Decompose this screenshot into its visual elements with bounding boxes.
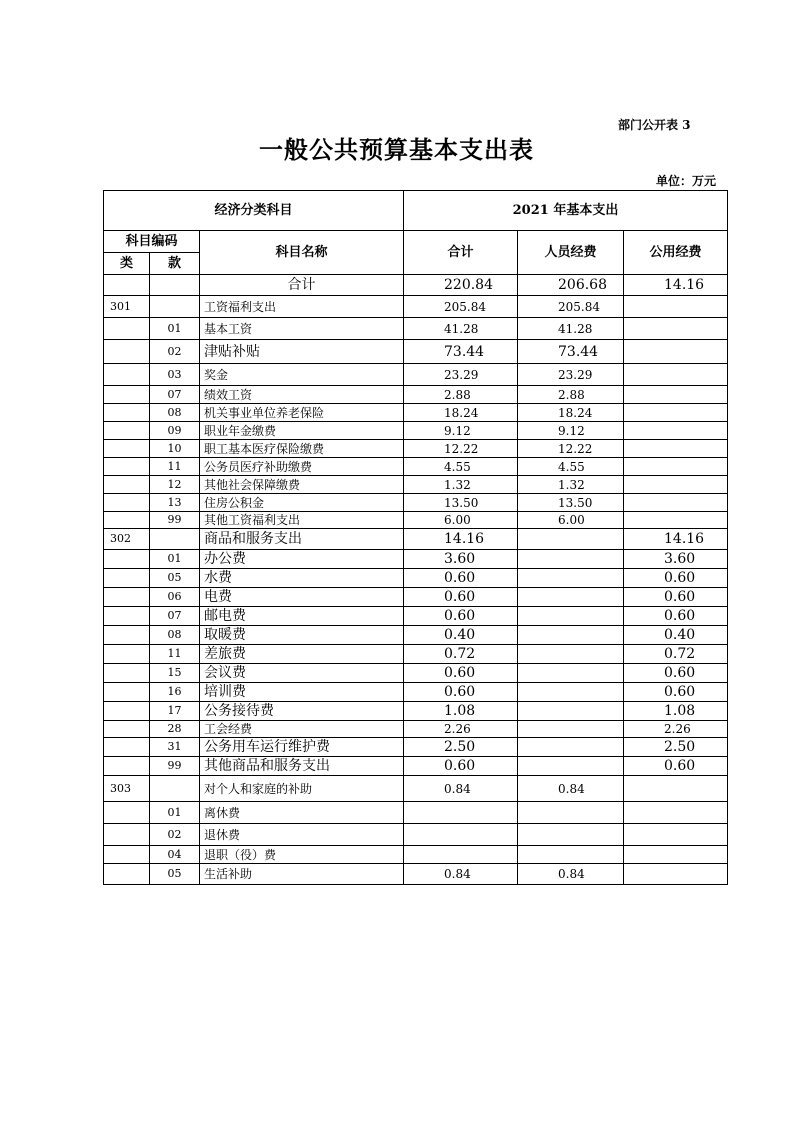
public-cell [624,494,728,512]
subject-name-cell: 培训费 [200,683,404,702]
public-cell: 0.60 [624,569,728,588]
total-cell: 0.60 [404,757,518,776]
total-cell: 0.60 [404,588,518,607]
item-code-cell [150,776,200,802]
public-cell: 0.72 [624,645,728,664]
public-cell [624,512,728,529]
class-code-cell [104,476,150,494]
public-cell [624,318,728,340]
class-code-cell: 302 [104,529,150,550]
item-code-cell: 06 [150,588,200,607]
total-cell: 0.84 [404,864,518,885]
table-row [104,512,728,529]
table-row [104,702,728,721]
class-code-cell [104,458,150,476]
item-code-cell: 02 [150,340,200,364]
total-cell [404,802,518,824]
class-code-cell [104,721,150,738]
total-cell: 1.32 [404,476,518,494]
subject-name-cell: 会议费 [200,664,404,683]
document-code: 部门公开表 3 [618,118,691,132]
subject-name-cell: 差旅费 [200,645,404,664]
table-row [104,864,728,885]
subject-name-cell: 离休费 [200,802,404,824]
item-code-cell: 13 [150,494,200,512]
header-class: 类 [104,253,150,275]
table-row [104,458,728,476]
subject-name-cell: 机关事业单位养老保险 [200,404,404,422]
public-cell [624,864,728,885]
subject-name-cell: 生活补助 [200,864,404,885]
personnel-cell [518,824,624,846]
subject-name-cell: 办公费 [200,550,404,569]
public-cell [624,296,728,318]
subject-name-cell: 基本工资 [200,318,404,340]
table-row [104,824,728,846]
total-cell: 3.60 [404,550,518,569]
class-code-cell [104,702,150,721]
table-row [104,721,728,738]
class-code-cell [104,512,150,529]
public-cell: 0.60 [624,664,728,683]
subject-name-cell: 电费 [200,588,404,607]
item-code-cell: 05 [150,569,200,588]
subject-name-cell: 奖金 [200,364,404,386]
public-cell [624,846,728,864]
item-code-cell: 09 [150,422,200,440]
personnel-cell: 12.22 [518,440,624,458]
total-row-personnel: 206.68 [518,275,624,296]
class-code-cell [104,494,150,512]
total-cell: 0.60 [404,664,518,683]
class-code-cell [104,318,150,340]
subject-name-cell: 对个人和家庭的补助 [200,776,404,802]
total-cell: 2.88 [404,386,518,404]
public-cell [624,476,728,494]
public-cell [624,802,728,824]
item-code-cell [150,529,200,550]
personnel-cell: 9.12 [518,422,624,440]
public-cell [624,824,728,846]
item-code-cell: 99 [150,757,200,776]
item-code-cell: 28 [150,721,200,738]
item-code-cell: 16 [150,683,200,702]
personnel-cell [518,683,624,702]
table-row [104,588,728,607]
personnel-cell [518,645,624,664]
total-cell: 23.29 [404,364,518,386]
item-code-cell: 15 [150,664,200,683]
item-code-cell: 08 [150,626,200,645]
personnel-cell: 73.44 [518,340,624,364]
personnel-cell [518,802,624,824]
public-cell: 3.60 [624,550,728,569]
table-row [104,440,728,458]
total-cell: 0.60 [404,569,518,588]
public-cell: 1.08 [624,702,728,721]
header-year-group: 2021 年基本支出 [404,191,728,231]
item-code-cell: 10 [150,440,200,458]
item-code-cell: 31 [150,738,200,757]
class-code-cell [104,607,150,626]
total-cell: 41.28 [404,318,518,340]
total-cell [404,824,518,846]
total-cell: 0.72 [404,645,518,664]
class-code-cell: 303 [104,776,150,802]
personnel-cell: 18.24 [518,404,624,422]
table-row [104,494,728,512]
table-row [104,386,728,404]
table-row [104,738,728,757]
subject-name-cell: 其他商品和服务支出 [200,757,404,776]
personnel-cell [518,738,624,757]
table-row [104,318,728,340]
header-item: 款 [150,253,200,275]
personnel-cell: 4.55 [518,458,624,476]
total-cell: 1.08 [404,702,518,721]
total-cell: 12.22 [404,440,518,458]
subject-name-cell: 商品和服务支出 [200,529,404,550]
table-row [104,340,728,364]
item-code-cell: 03 [150,364,200,386]
personnel-cell [518,757,624,776]
table-row [104,776,728,802]
total-item-cell [150,275,200,296]
item-code-cell: 01 [150,802,200,824]
item-code-cell: 01 [150,318,200,340]
personnel-cell: 0.84 [518,776,624,802]
public-cell: 0.60 [624,683,728,702]
personnel-cell [518,721,624,738]
total-row [104,275,728,296]
subject-name-cell: 公务用车运行维护费 [200,738,404,757]
unit-label: 单位：万元 [656,174,717,188]
header-code: 科目编码 [104,231,200,253]
item-code-cell: 08 [150,404,200,422]
class-code-cell [104,846,150,864]
class-code-cell [104,404,150,422]
class-code-cell [104,738,150,757]
subject-name-cell: 职工基本医疗保险缴费 [200,440,404,458]
subject-name-cell: 公务接待费 [200,702,404,721]
header-public: 公用经费 [624,231,728,275]
personnel-cell [518,664,624,683]
subject-name-cell: 邮电费 [200,607,404,626]
public-cell [624,404,728,422]
total-cell: 0.60 [404,683,518,702]
header-personnel: 人员经费 [518,231,624,275]
item-code-cell: 12 [150,476,200,494]
class-code-cell [104,626,150,645]
table-row [104,296,728,318]
table-row [104,802,728,824]
total-cell: 0.60 [404,607,518,626]
public-cell: 0.40 [624,626,728,645]
total-cell: 9.12 [404,422,518,440]
subject-name-cell: 工资福利支出 [200,296,404,318]
total-cell [404,846,518,864]
subject-name-cell: 绩效工资 [200,386,404,404]
subject-name-cell: 住房公积金 [200,494,404,512]
header-subject-group: 经济分类科目 [104,191,404,231]
class-code-cell [104,550,150,569]
class-code-cell [104,824,150,846]
header-name: 科目名称 [200,231,404,275]
item-code-cell: 07 [150,386,200,404]
table-row [104,529,728,550]
item-code-cell: 11 [150,458,200,476]
personnel-cell [518,569,624,588]
table-row [104,846,728,864]
public-cell [624,386,728,404]
personnel-cell [518,529,624,550]
table-row [104,626,728,645]
personnel-cell: 6.00 [518,512,624,529]
public-cell [624,458,728,476]
class-code-cell [104,588,150,607]
budget-table [103,190,728,885]
class-code-cell [104,864,150,885]
header-total: 合计 [404,231,518,275]
public-cell: 14.16 [624,529,728,550]
public-cell: 0.60 [624,607,728,626]
personnel-cell: 41.28 [518,318,624,340]
item-code-cell: 05 [150,864,200,885]
total-row-public: 14.16 [624,275,728,296]
subject-name-cell: 其他社会保障缴费 [200,476,404,494]
personnel-cell [518,626,624,645]
total-row-total: 220.84 [404,275,518,296]
class-code-cell [104,386,150,404]
subject-name-cell: 津贴补贴 [200,340,404,364]
personnel-cell: 23.29 [518,364,624,386]
total-cell: 0.40 [404,626,518,645]
subject-name-cell: 退职（役）费 [200,846,404,864]
class-code-cell [104,683,150,702]
total-cls-cell [104,275,150,296]
table-row [104,757,728,776]
total-row-label: 合计 [200,275,404,296]
personnel-cell: 1.32 [518,476,624,494]
class-code-cell [104,340,150,364]
page-title: 一般公共预算基本支出表 [259,135,534,164]
item-code-cell: 02 [150,824,200,846]
public-cell: 0.60 [624,588,728,607]
public-cell [624,422,728,440]
item-code-cell: 99 [150,512,200,529]
personnel-cell: 13.50 [518,494,624,512]
table-row [104,422,728,440]
subject-name-cell: 取暖费 [200,626,404,645]
class-code-cell [104,802,150,824]
personnel-cell [518,607,624,626]
class-code-cell: 301 [104,296,150,318]
public-cell: 2.26 [624,721,728,738]
total-cell: 2.26 [404,721,518,738]
table-row [104,404,728,422]
personnel-cell [518,550,624,569]
table-row [104,550,728,569]
personnel-cell [518,702,624,721]
item-code-cell [150,296,200,318]
table-row [104,683,728,702]
item-code-cell: 04 [150,846,200,864]
class-code-cell [104,569,150,588]
class-code-cell [104,664,150,683]
table-row [104,476,728,494]
public-cell [624,776,728,802]
total-cell: 0.84 [404,776,518,802]
subject-name-cell: 公务员医疗补助缴费 [200,458,404,476]
public-cell [624,364,728,386]
subject-name-cell: 其他工资福利支出 [200,512,404,529]
subject-name-cell: 工会经费 [200,721,404,738]
class-code-cell [104,645,150,664]
public-cell [624,340,728,364]
total-cell: 205.84 [404,296,518,318]
total-cell: 4.55 [404,458,518,476]
item-code-cell: 01 [150,550,200,569]
subject-name-cell: 职业年金缴费 [200,422,404,440]
total-cell: 6.00 [404,512,518,529]
public-cell: 0.60 [624,757,728,776]
personnel-cell: 2.88 [518,386,624,404]
table-row [104,664,728,683]
table-row [104,607,728,626]
public-cell [624,440,728,458]
total-cell: 18.24 [404,404,518,422]
public-cell: 2.50 [624,738,728,757]
item-code-cell: 11 [150,645,200,664]
total-cell: 13.50 [404,494,518,512]
item-code-cell: 17 [150,702,200,721]
total-cell: 2.50 [404,738,518,757]
class-code-cell [104,757,150,776]
personnel-cell: 205.84 [518,296,624,318]
class-code-cell [104,422,150,440]
table-row [104,645,728,664]
total-cell: 73.44 [404,340,518,364]
subject-name-cell: 退休费 [200,824,404,846]
table-row [104,364,728,386]
class-code-cell [104,440,150,458]
item-code-cell: 07 [150,607,200,626]
personnel-cell [518,846,624,864]
subject-name-cell: 水费 [200,569,404,588]
total-cell: 14.16 [404,529,518,550]
class-code-cell [104,364,150,386]
personnel-cell: 0.84 [518,864,624,885]
personnel-cell [518,588,624,607]
table-row [104,569,728,588]
